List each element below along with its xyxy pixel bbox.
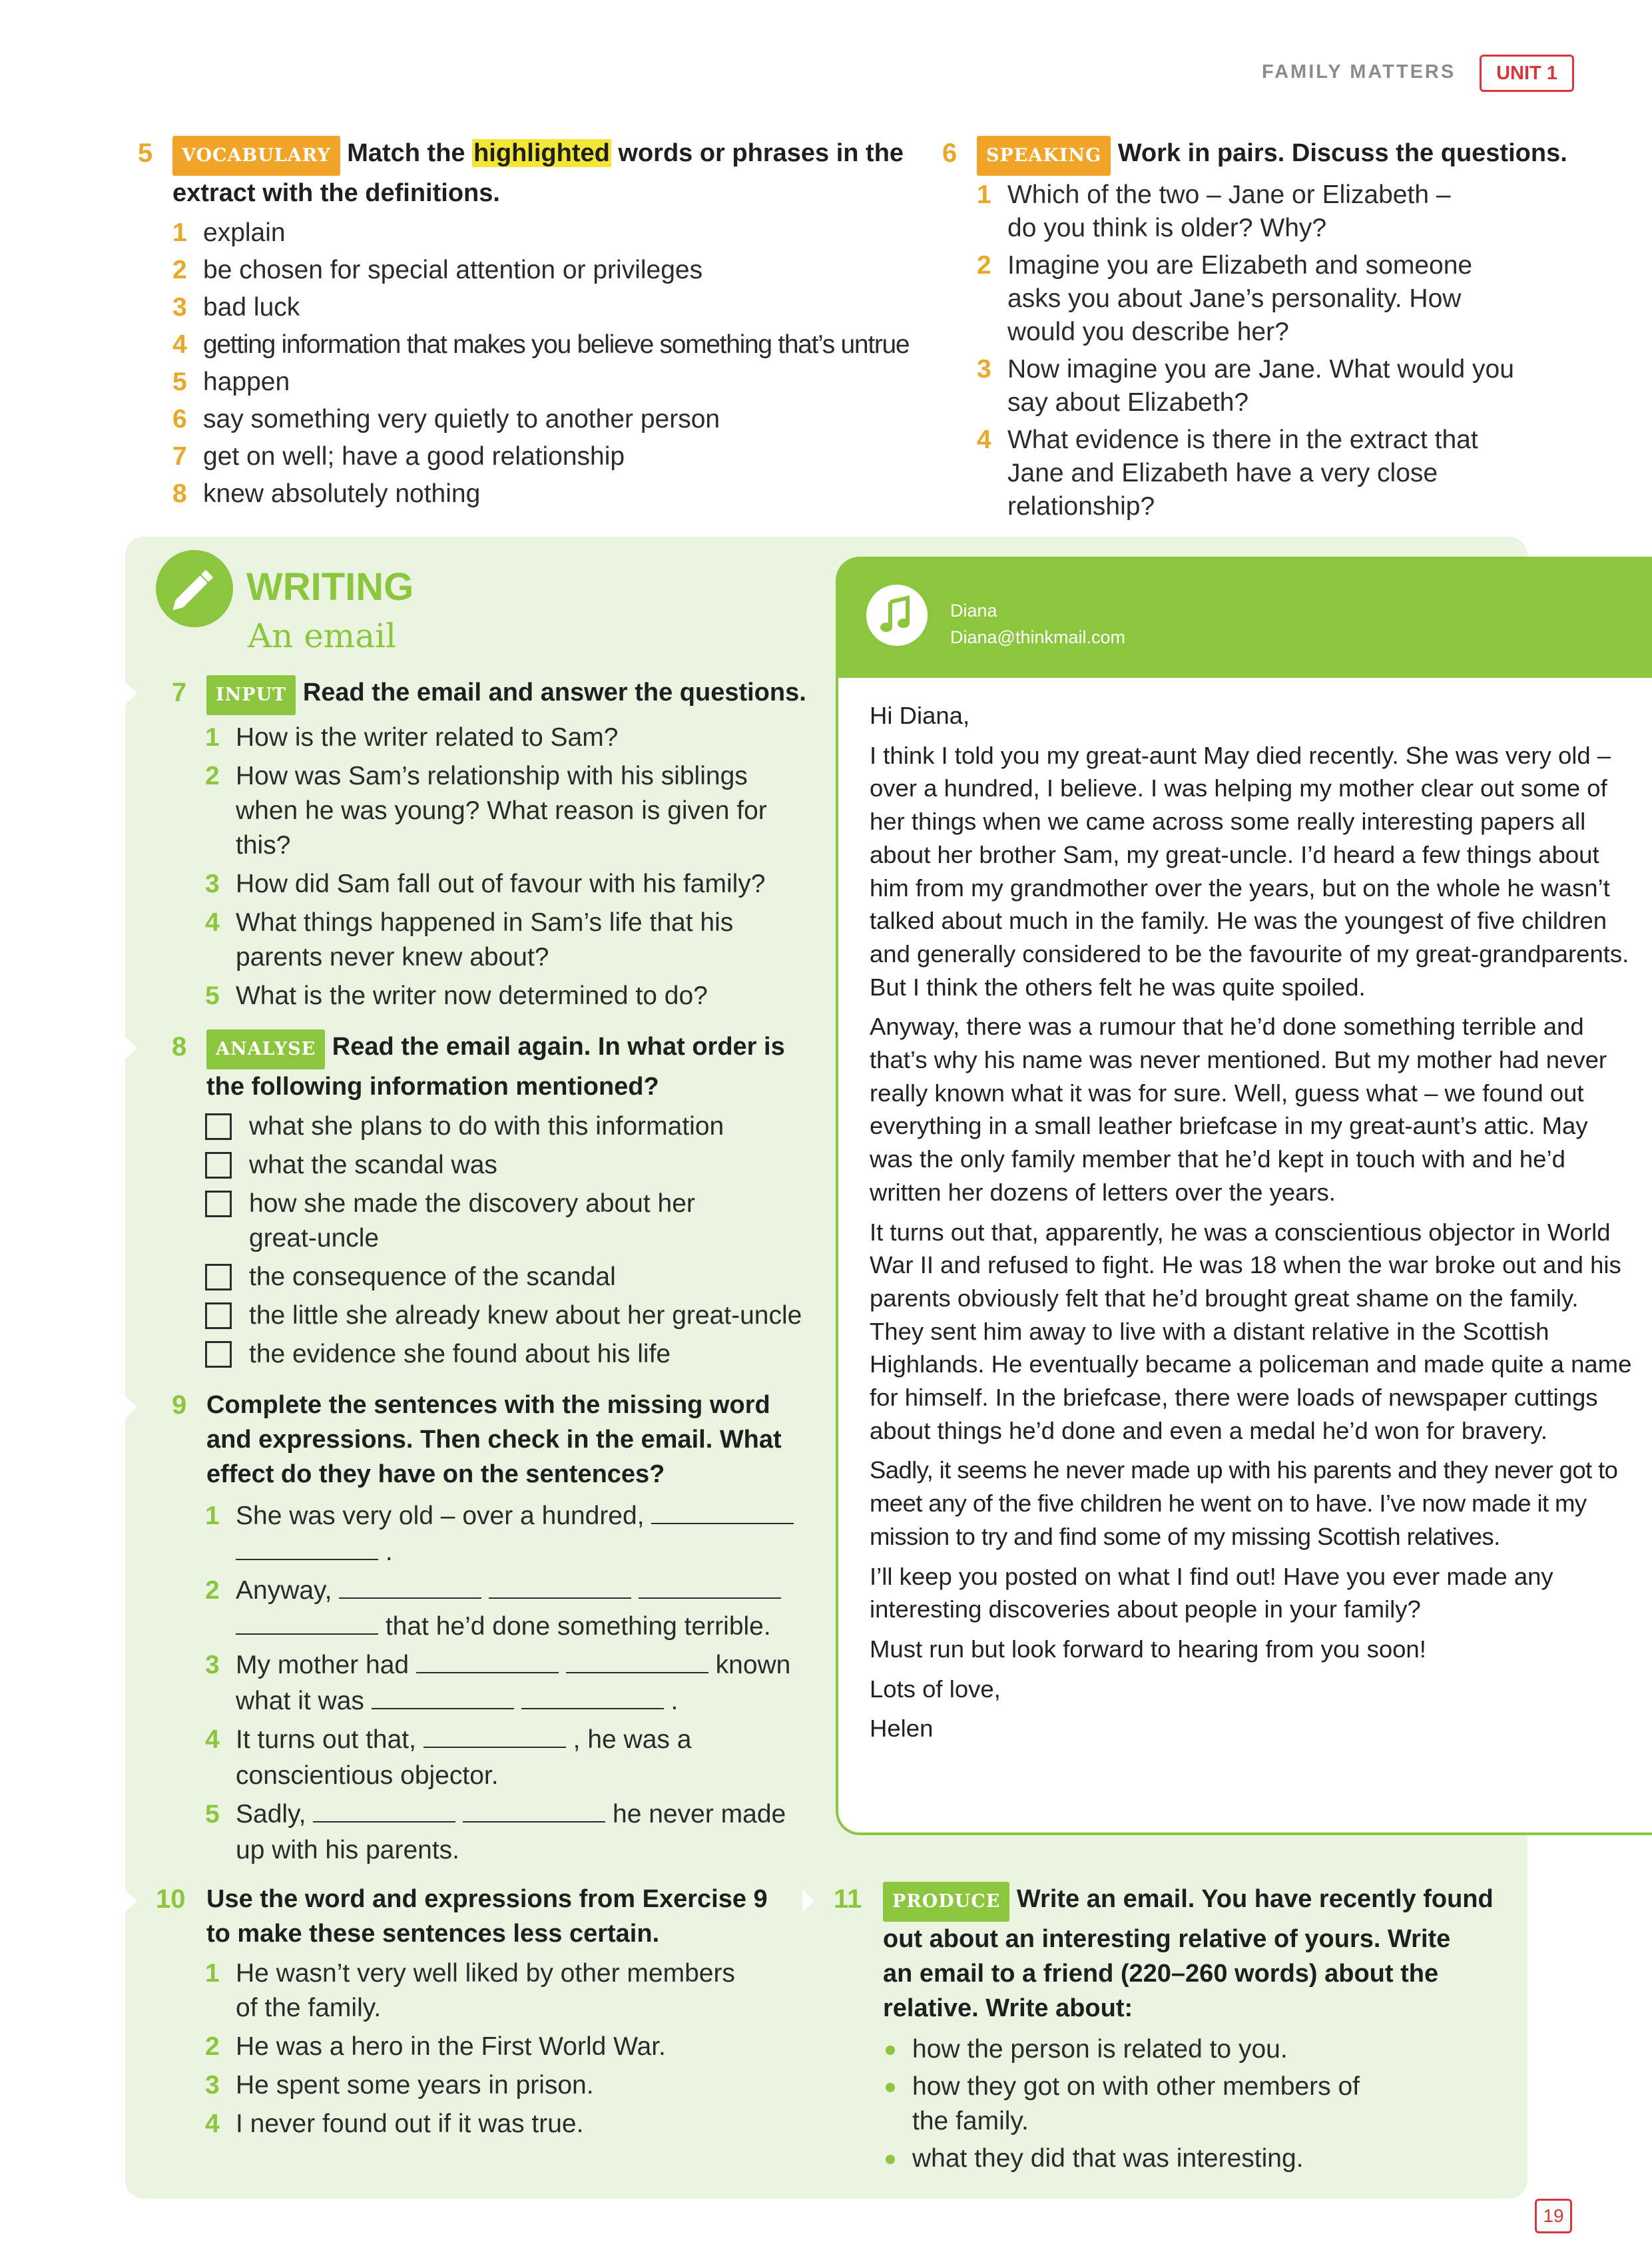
answer-blank[interactable] [372,1685,514,1709]
list-item: 2 Imagine you are Elizabeth and someone asks you about Jane’s personality. How would you describe her? [977,251,1473,346]
email-paragraph: It turns out that, apparently, he was a conscientious objector in World War II and refused to fight. He was 18 when the war broke out and his parents obviously felt that he’d brought great shame on the family. They sent him away to live with a distant relative in the Scottish Highlands. He eventually became a policeman and made quite a name for himself. In the briefcase, there were loads of newspaper cuttings about things he’d done and even a medal he’d won for bravery. [870,1218,1632,1444]
order-checkbox[interactable] [205,1113,232,1140]
email-paragraph: I think I told you my great-aunt May died recently. She was very old – over a hundred, I believe. I was helping my mother clear out some of her things when we came across some really interesting papers all about her brother Sam, my great-uncle. I’d heard a few things about him from my grandmother over the years, but on the whole he wasn’t talked about much in the family. He was the youngest of five children and generally considered to be the favourite of my great-grandparents. But I think the others felt he was quite spoiled. [870,741,1629,1001]
order-checkbox[interactable] [205,1152,232,1179]
list-item: 6 say something very quietly to another person [172,405,720,433]
answer-blank[interactable] [423,1724,566,1748]
list-item: 3 How did Sam fall out of favour with his family? [205,870,766,898]
answer-blank[interactable] [639,1575,781,1599]
list-item: 1 He wasn’t very well liked by other members of the family. [205,1959,735,2022]
instruction-line2: and expressions. Then check in the email. What [206,1426,782,1454]
answer-blank[interactable] [521,1685,664,1709]
answer-blank[interactable] [566,1649,708,1673]
exercise-9 [172,1388,824,1868]
email-paragraph: Must run but look forward to hearing from you soon! [870,1635,1426,1663]
exercise-5 [138,136,924,513]
bullet-item: how they got on with other members of the family. [883,2070,1526,2139]
email-paragraph: I’ll keep you posted on what I find out! Have you ever made any interesting discoveries about people in your family? [870,1562,1553,1623]
list-item: 2 How was Sam’s relationship with his siblings when he was young? What reason is given for this? [205,762,767,860]
list-item: 8 knew absolutely nothing [172,479,481,508]
exercise-7 [172,675,824,1013]
list-item: 5 What is the writer now determined to do? [205,981,708,1010]
input-badge: INPUT [206,675,296,715]
answer-blank[interactable] [463,1799,605,1822]
list-item: 1 She was very old – over a hundred, . [205,1498,824,1570]
produce-badge: PRODUCE [883,1882,1009,1922]
bullet-item: how the person is related to you. [883,2032,1526,2067]
list-item: 3 Now imagine you are Jane. What would you say about Elizabeth? [977,355,1514,417]
exercise-arrow [125,1396,137,1418]
answer-blank[interactable] [489,1575,631,1599]
instruction: Work in pairs. Discuss the questions. [1117,139,1567,167]
page-number: 19 [1535,2199,1572,2233]
instruction-line2: extract with the definitions. [172,179,500,207]
instruction-line4: relative. Write about: [883,1994,1133,2022]
list-item: 1 How is the writer related to Sam? [205,723,619,752]
exercise-8 [172,1029,824,1372]
music-note-icon [866,585,928,646]
list-item: 4 It turns out that, , he was a conscientious objector. [205,1725,692,1790]
answer-blank[interactable] [651,1500,794,1524]
order-checkbox[interactable] [205,1302,232,1329]
instruction-line2: the following information mentioned? [206,1073,659,1101]
checkbox-item: the evidence she found about his life [205,1337,824,1372]
vocabulary-badge: VOCABULARY [172,136,340,176]
list-item: 4 What things happened in Sam’s life that his parents never knew about? [205,908,734,972]
exercise-number: 7 [172,678,187,707]
instruction-line2: out about an interesting relative of yours. Write [883,1925,1451,1953]
section-heading: WRITING [246,565,414,609]
instruction-line2: to make these sentences less certain. [206,1920,660,1948]
instruction-line3: effect do they have on the sentences? [206,1460,665,1488]
exercise-arrow [802,1890,814,1912]
exercise-arrow [125,1037,137,1059]
exercise-number: 8 [172,1032,187,1061]
email-paragraph: Sadly, it seems he never made up with his parents and they never got to meet any of the five children he went on to have. I’ve now made it my mission to try and find some of my missing Scottish relatives. [870,1456,1618,1550]
answer-blank[interactable] [339,1575,481,1599]
sender-email: Diana@thinkmail.com [950,627,1125,647]
checkbox-item: the consequence of the scandal [205,1260,824,1294]
instruction: Read the email and answer the questions. [302,679,806,706]
exercise-10 [156,1882,822,2141]
exercise-number: 10 [156,1884,186,1914]
exercise-number: 11 [834,1884,862,1914]
exercise-11 [834,1882,1526,2176]
exercise-arrow [125,1890,137,1912]
speaking-badge: SPEAKING [977,136,1111,176]
order-checkbox[interactable] [205,1341,232,1368]
answer-blank[interactable] [416,1649,559,1673]
list-item: 2 be chosen for special attention or privileges [172,256,703,284]
list-item: 2 Anyway, that he’d done something terrible. [205,1573,824,1645]
list-item: 3 My mother had known what it was . [205,1651,791,1715]
exercise-number: 6 [942,139,958,168]
order-checkbox[interactable] [205,1264,232,1290]
instruction-line1: Use the word and expressions from Exercise 9 [206,1885,768,1913]
checkbox-item: the little she already knew about her great-uncle [205,1298,824,1333]
answer-blank[interactable] [313,1799,455,1822]
list-item: 3 He spent some years in prison. [205,2071,594,2100]
email-body [870,699,1632,1752]
sender-name: Diana [950,601,997,621]
highlighted-word: highlighted [473,139,610,167]
list-item: 5 happen [172,368,290,396]
answer-blank[interactable] [236,1536,378,1560]
list-item: 1 explain [172,218,286,247]
pencil-icon [156,550,233,627]
instruction-line1: Read the email again. In what order is [332,1033,785,1061]
list-item: 1 Which of the two – Jane or Elizabeth – do you think is older? Why? [977,180,1451,242]
list-item: 4 getting information that makes you believe something that’s untrue [172,330,910,359]
order-checkbox[interactable] [205,1191,232,1217]
instruction-line3: an email to a friend (220–260 words) about the [883,1960,1439,1988]
exercise-number: 9 [172,1390,187,1420]
instruction-post: words or phrases in the [611,139,904,167]
list-item: 4 What evidence is there in the extract that Jane and Elizabeth have a very close relationship? [977,425,1478,521]
exercise-arrow [125,682,137,704]
checkbox-item: what the scandal was [205,1148,824,1183]
instruction-pre: Match the [347,139,473,167]
list-item: 3 bad luck [172,293,300,322]
exercise-number: 5 [138,139,153,168]
email-card [836,557,1652,1835]
bullet-item: what they did that was interesting. [883,2141,1526,2176]
instruction-line1: Complete the sentences with the missing word [206,1391,770,1419]
section-title: FAMILY MATTERS [1262,61,1456,83]
email-signoff: Lots of love, [870,1675,1001,1703]
checkbox-item: how she made the discovery about her great-uncle [205,1187,824,1256]
list-item: 4 I never found out if it was true. [205,2109,584,2138]
email-header [838,559,1652,678]
instruction-line1: Write an email. You have recently found [1016,1885,1494,1913]
unit-label: UNIT 1 [1480,55,1574,92]
list-item: 5 Sadly, he never made up with his parents. [205,1800,786,1864]
list-item: 2 He was a hero in the First World War. [205,2032,666,2061]
list-item: 7 get on well; have a good relationship [172,442,625,471]
answer-blank[interactable] [236,1611,378,1635]
email-paragraph: Anyway, there was a rumour that he’d done something terrible and that’s why his name was never mentioned. But my mother had never really known what it was for sure. Well, guess what – we found out everything in a small leather briefcase in my great-aunt’s attic. May was the only family member that he’d kept in touch with and he’d written her dozens of letters over the years. [870,1013,1607,1206]
exercise-6 [942,136,1608,523]
checkbox-item: what she plans to do with this information [205,1109,824,1144]
analyse-badge: ANALYSE [206,1029,325,1069]
section-subheading: An email [248,617,396,655]
email-signature: Helen [870,1715,934,1743]
email-greeting: Hi Diana, [870,702,970,729]
